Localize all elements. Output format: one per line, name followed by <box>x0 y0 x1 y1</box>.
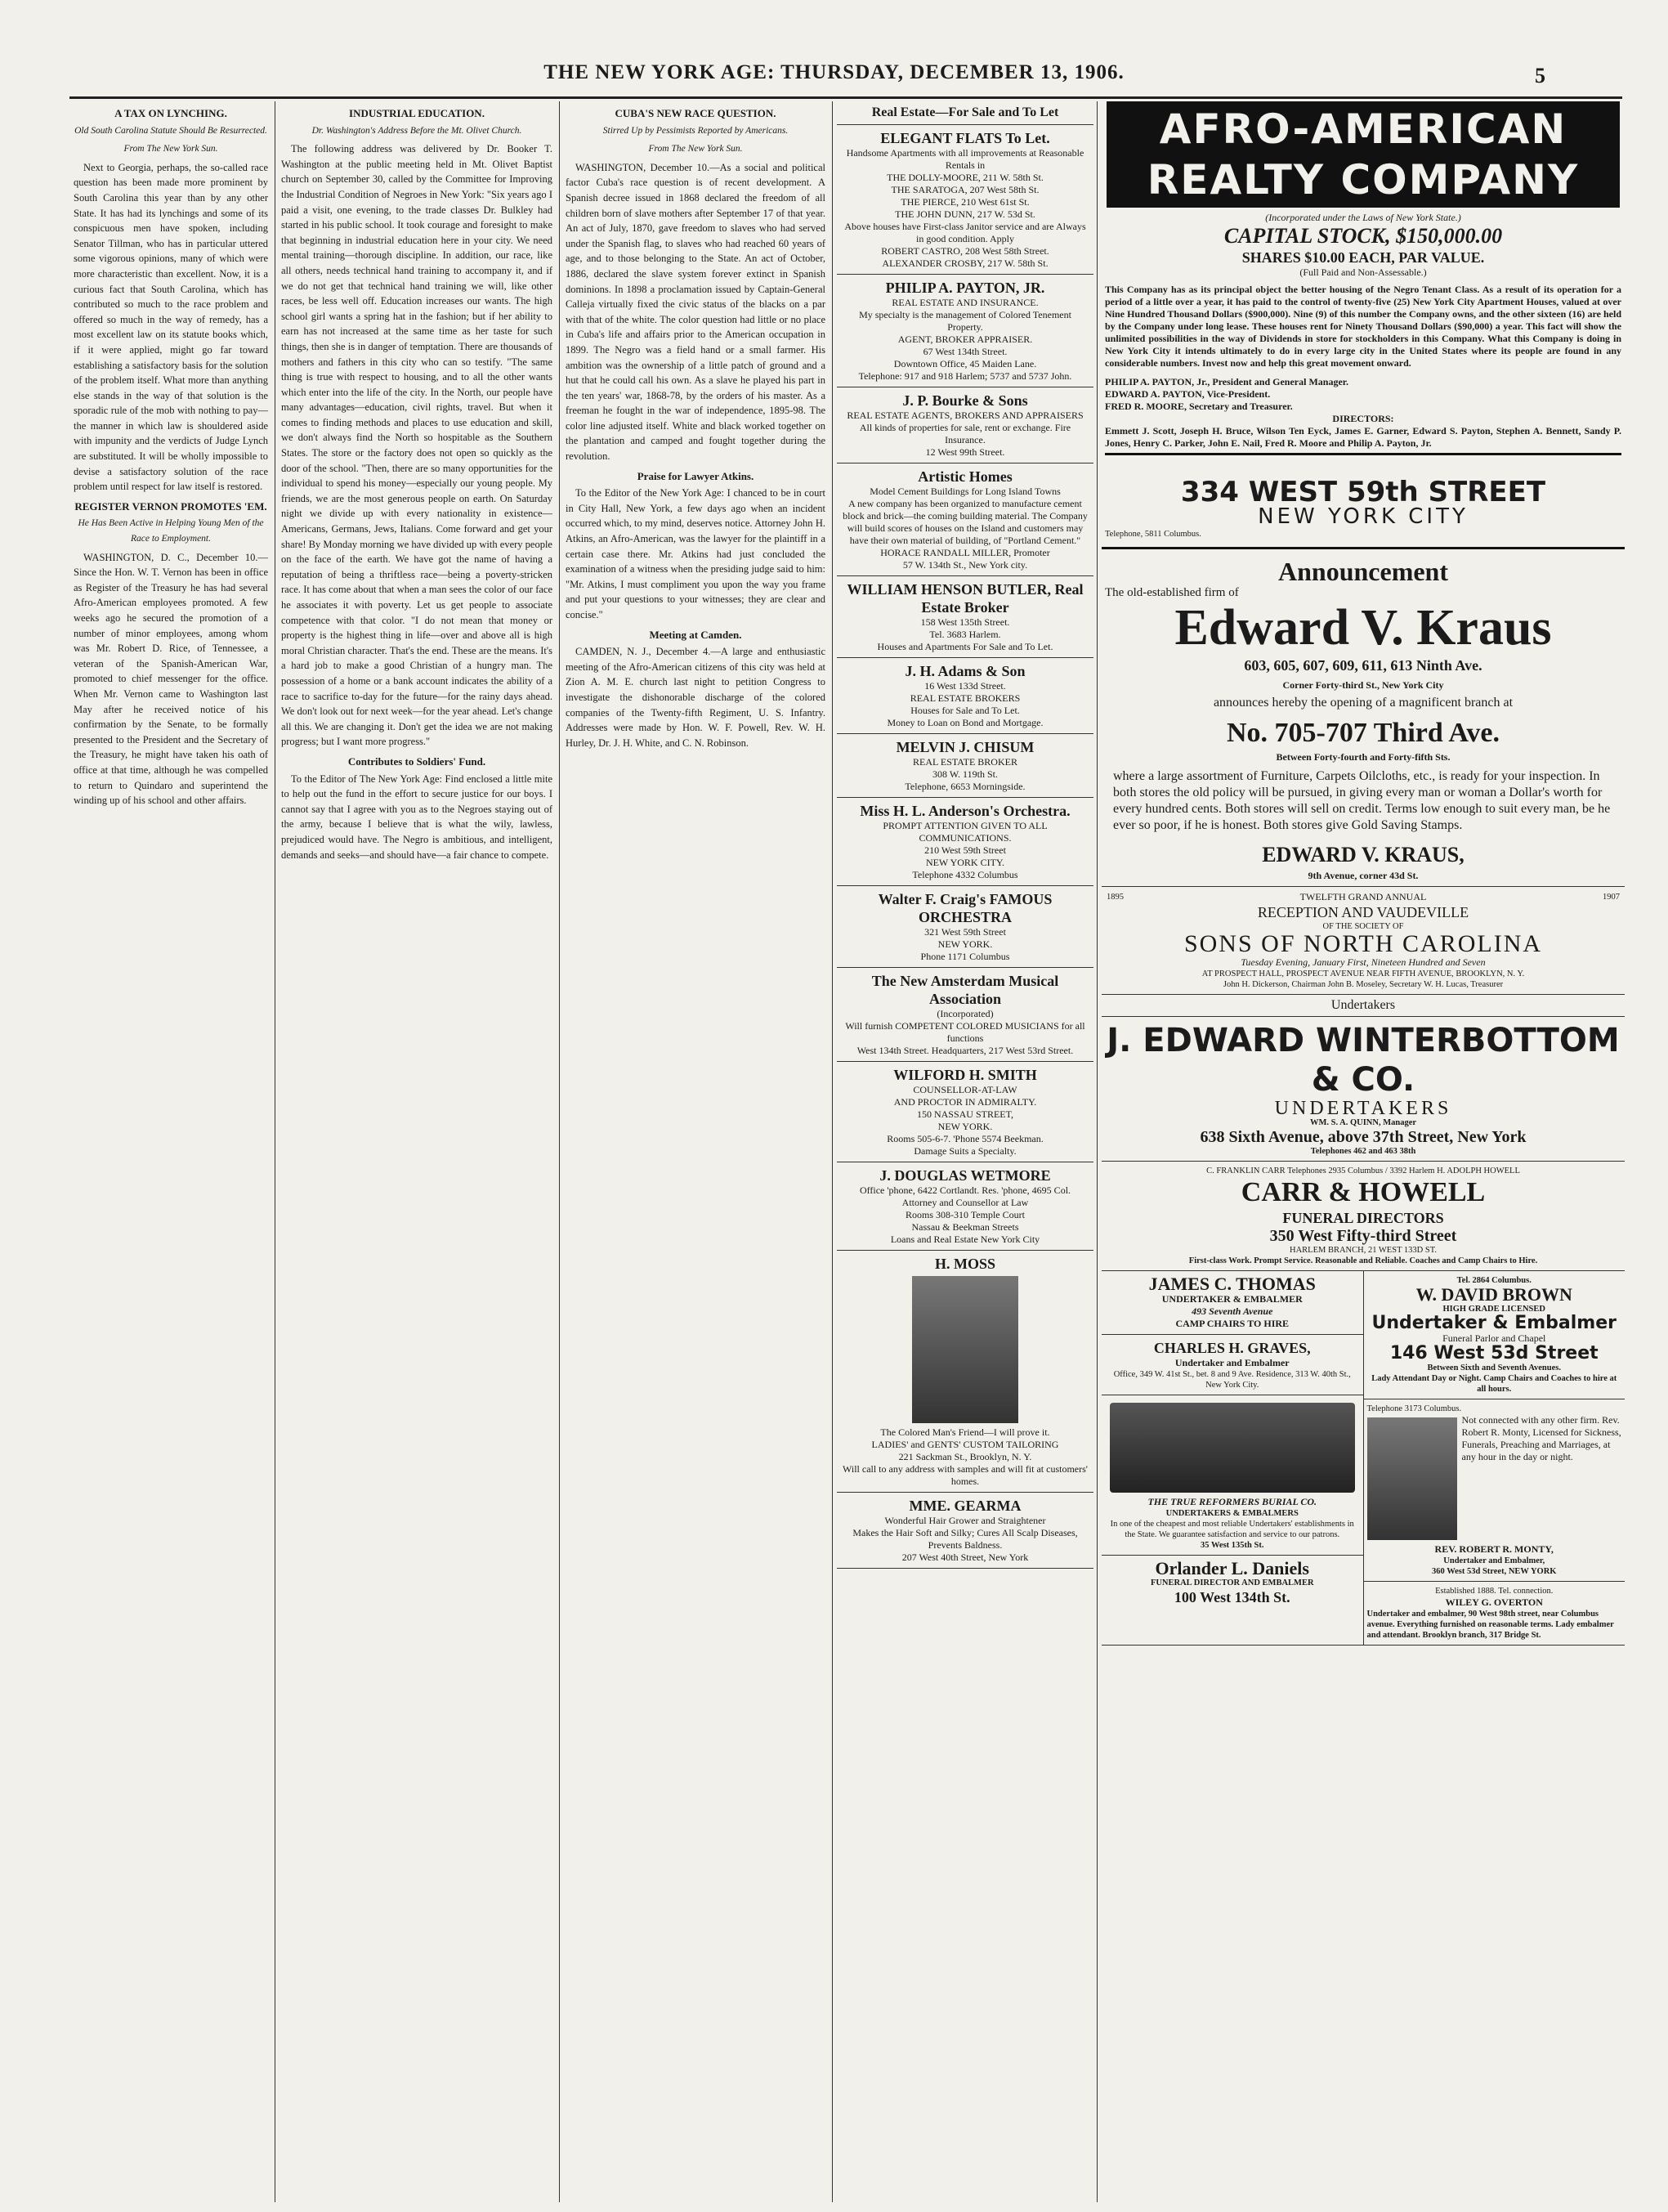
article-source: From The New York Sun. <box>648 144 743 154</box>
article-body: CAMDEN, N. J., December 4.—A large and enthusiastic meeting of the Afro-American citizens of this city was held at Zion A. M. E. church last night to petition Congress to investigate the dishonorable discharge of the colored companies of the Twenty-fifth Regiment, U. S. Infantry. Addresses were made by Hon. W. F. Powell, Rev. W. H. Hurley, Dr. J. H. White, and C. N. Robinson. <box>566 646 825 749</box>
thomas-ad <box>1102 1271 1363 1335</box>
classified-ad-line: Houses and Apartments For Sale and To Let. <box>877 641 1053 652</box>
classified-ad-line: Houses for Sale and To Let. <box>910 705 1020 716</box>
classified-ad-line: LADIES' and GENTS' CUSTOM TAILORING <box>871 1439 1059 1450</box>
carr-funeral: FUNERAL DIRECTORS <box>1282 1210 1444 1226</box>
classified-ad-line: 207 West 40th Street, New York <box>901 1552 1029 1563</box>
classified-ad <box>837 886 1093 968</box>
classified-ad-line: Damage Suits a Specialty. <box>914 1145 1017 1157</box>
overton-body: Undertaker and embalmer, 90 West 98th street, near Columbus avenue. Everything furnished on reasonable terms. Lady embalmer and attendant. Brooklyn branch, 317 Bridge St. <box>1366 1610 1614 1640</box>
thomas-body: CAMP CHAIRS TO HIRE <box>1175 1318 1290 1329</box>
reformers-sub: UNDERTAKERS & EMBALMERS <box>1165 1509 1299 1518</box>
article-body: Next to Georgia, perhaps, the so-called race question has been made more prominent by South Carolina this year than by any other State. It has had its lynchings and some of its conspicuous men have spoken, including Senator Tillman, who has in particular uttered some vigorous opinions, many of which were more characteristic than excellent. Now, it is a curious fact that South Carolina, which has contributed so much to the race problem and offered so much in the way of remedy, has a most excellent law on its statute books which, if it were applied, might go far toward establishing a satisfactory basis for the solution of the problem itself. What more than anything else stands in the way of that solution is the sporadic rule of the mob with nothing to pay—the manner in which law is shouldered aside with impunity and the verdicts of Judge Lynch are substituted. It will be wholly impossible to devise a satisfactory solution of the race problem until respect for law itself is restored. <box>74 161 268 493</box>
classified-ad-line: 57 W. 134th St., New York city. <box>902 559 1028 571</box>
article-body: The following address was delivered by Dr. Booker T. Washington at the public meeting held in Mt. Olivet Baptist church on September 30, called by the Committee for Improving the Industrial Condition of Negroes in New York: "Six years ago I paid a visit, one evening, to the trade classes Dr. Bulkley had started in his public school. It took courage and foresight to make that beginning in industrial education here in your city. We need mental training—thorough discipline. In addition, our race, like all others, needs technical hand training to accompany it, and if we do not get that technical hand training we will, like other races, be less well off. Education increases our wants. The high school girl wants a spring hat in the fashion; but if her ability to earn has not increased at the same time as her taste for such things, then she is in danger of temptation. There are thousands of mothers and fathers in this city who can so testify. "The same thing is true with respect to housing, and to all the other wants which enter into the life of the city. In the North, our people have many advantages—education, civil rights, travel. But when it comes to finding methods and places to use education and skill, we don't always find the North so hospitable as the Southern States. The store or the factory does not open so quickly as the door of the school. "Then, there are so many opportunities for the individual to spend his money—especially our young people. My friends, we are the most generous people on earth. On Saturday night we divide up with every nationality in existence—Americans, Germans, Jews, Italians. Come forward and get your share! By Monday morning we have divided up with every people on the face of the earth. We have got the name of having a reputation of being a thriftless race—being a poverty-stricken race. It has come about that when a man sees the color of our face he associates it with poverty. Let us get people to associate competence with that color. "I do not mean that money or property is the highest thing in life—over and above all is high moral Christian character. That's the end. These are the means. It's a hard job to make a good Christian of a hungry man. The possession of a home or a bank account indicates the ability of a race to sacrifice to-day for the future—for the rainy days ahead. We don't look out for next week—for the year ahead. Let's change all this. We are changing it. Don't get the idea we are not making progress; but I want more progress." <box>281 143 552 748</box>
article-body: To the Editor of the New York Age: I chanced to be in court in City Hall, New York, a few days ago when an incident occurred which, to my mind, deserves notice. Attorney John H. Atkins, an Afro-American, was the lawyer for the plaintiff in a certain case there. Mr. Atkins had just concluded the examination of a witness when the presiding judge said to him: "Mr. Atkins, I must compliment you upon the way you frame and put your questions to your witnesses; they are clear and concise." <box>566 487 825 620</box>
winterbottom-ad <box>1102 1017 1625 1162</box>
realty-directors: Emmett J. Scott, Joseph H. Bruce, Wilson Ten Eyck, James E. Garner, Edward S. Payton, Stephen A. Bennett, Sandy P. Jones, Henry C. Parker, John E. Nail, Fred R. Moore and Philip A. Payton, Jr. <box>1105 425 1621 449</box>
classified-ad-title: PHILIP A. PAYTON, JR. <box>885 280 1045 296</box>
thomas-name: JAMES C. THOMAS <box>1148 1274 1316 1294</box>
undertakers-right <box>1364 1271 1626 1645</box>
classified-ad-title: Miss H. L. Anderson's Orchestra. <box>860 803 1071 819</box>
classified-ad-title: WILFORD H. SMITH <box>893 1067 1037 1083</box>
classified-ad-line: (Incorporated) <box>937 1008 994 1019</box>
reformers-body: In one of the cheapest and most reliable Undertakers' establishments in the State. We guarantee satisfaction and service to our patrons. <box>1110 1520 1354 1539</box>
classified-ad-line: ROBERT CASTRO, 208 West 58th Street. <box>881 245 1049 257</box>
kraus-branch: No. 705-707 Third Ave. <box>1226 718 1500 748</box>
article-subhead: Old South Carolina Statute Should Be Resurrected. <box>74 125 267 136</box>
classified-ad-line: 12 West 99th Street. <box>925 446 1005 458</box>
carr-top: C. FRANKLIN CARR Telephones 2935 Columbus / 3392 Harlem H. ADOLPH HOWELL <box>1206 1166 1520 1175</box>
daniels-sub: FUNERAL DIRECTOR AND EMBALMER <box>1150 1578 1314 1587</box>
classified-ad-title: H. MOSS <box>934 1256 995 1272</box>
kraus-announcement: Announcement <box>1277 557 1448 586</box>
kraus-sign: EDWARD V. KRAUS, <box>1262 843 1465 866</box>
article-body: WASHINGTON, December 10.—As a social and political factor Cuba's race question is of recent development. A Spanish decree issued in 1868 declared the freedom of all children born of slave mothers after September 17 of that year. An act of July, 1870, gave freedom to slaves who had served under the Spanish flag, to slaves who had reached 60 years of age, and to those belonging to the State. An act of October, 1886, declared the slave system forever extinct in Spanish dominions. In 1898 a proclamation issued by Captain-General Calleja virtually fixed the civic status of the blacks on a par with that of the white. The color question had little or no place in Cuba's life and affairs prior to the American occupation in 1899. The Negro was a field hand or a small farmer. His ambition was the ownership of a little patch of ground and a hut that he could call his own. As a slave he played his part in the ten years' war, 1868-78, by the orders of his master. As a freeman he fought in the war of independence, 1895-98. The color line adjusted itself. White and black worked together on the plantation and camped and fought together during the revolution. <box>566 161 825 463</box>
classified-ad-line: PROMPT ATTENTION GIVEN TO ALL COMMUNICATIONS. <box>883 820 1048 844</box>
realty-officer: FRED R. MOORE, Secretary and Treasurer. <box>1105 401 1293 412</box>
reception-title: TWELFTH GRAND ANNUAL <box>1299 891 1427 902</box>
kraus-address: 603, 605, 607, 609, 611, 613 Ninth Ave. <box>1244 657 1482 674</box>
realty-paid: (Full Paid and Non-Assessable.) <box>1299 266 1427 278</box>
monty-body: Not connected with any other firm. Rev. Robert R. Monty, Licensed for Sickness, Funerals, Preaching and Marriages, at any hour in the day or night. <box>1461 1414 1621 1462</box>
kraus-body: where a large assortment of Furniture, Carpets Oilcloths, etc., is ready for your inspection. In both stores the old policy will be pursued, in giving every man or woman a Dollar's worth for every hundred cents. Both stores will sell on credit. Terms low enough to suit every man, be he ever so poor, if he is honest. Both stores give Gold Saving Stamps. <box>1113 769 1611 832</box>
classified-ad-line: THE DOLLY-MOORE, 211 W. 58th St. <box>887 172 1044 183</box>
monty-telephone: Telephone 3173 Columbus. <box>1366 1404 1462 1413</box>
realty-officer: EDWARD A. PAYTON, Vice-President. <box>1105 388 1271 400</box>
article-body: WASHINGTON, D. C., December 10.—Since the Hon. W. T. Vernon has been in office as Register of the Treasury he has had several Afro-American employees promoted. A few weeks ago he secured the promotion of a number of minor employees, among whom was Mr. Robert D. Rice, of Tennessee, a veteran of the Spanish-American War, promoted to chief messenger for the office. When Mr. Vernon came to Washington last May after he received notice of his confirmation by the Senate, to be formally presented to the President and the Secretary of the Treasury, he might have taken his oath of office at that time, although he was compelled to return to Quindaro and superintend the winding up of his school and other affairs. <box>74 551 268 807</box>
realty-directors-label: DIRECTORS: <box>1332 413 1394 424</box>
kraus-sign-address: 9th Avenue, corner 43d St. <box>1308 870 1419 881</box>
classified-ad-line: ALEXANDER CROSBY, 217 W. 58th St. <box>882 257 1049 269</box>
brown-between: Between Sixth and Seventh Avenues. <box>1427 1363 1561 1372</box>
reception-place: AT PROSPECT HALL, PROSPECT AVENUE NEAR FIFTH AVENUE, BROOKLYN, N. Y. <box>1201 969 1525 978</box>
brown-body: Lady Attendant Day or Night. Camp Chairs and Coaches to hire at all hours. <box>1371 1374 1617 1394</box>
article-subhead: He Has Been Active in Helping Young Men of the Race to Employment. <box>78 518 264 544</box>
reception-year-start: 1895 <box>1107 893 1124 902</box>
monty-ad <box>1364 1399 1626 1582</box>
kraus-announces: announces hereby the opening of a magnificent branch at <box>1213 696 1514 710</box>
realty-ad <box>1102 208 1625 544</box>
thomas-sub: UNDERTAKER & EMBALMER <box>1161 1293 1303 1305</box>
classified-ad-line: THE JOHN DUNN, 217 W. 53d St. <box>895 208 1035 220</box>
article-heading: REGISTER VERNON PROMOTES 'EM. <box>74 499 267 513</box>
carr-name: CARR & HOWELL <box>1241 1177 1486 1207</box>
ads-header: Real Estate—For Sale and To Let <box>837 101 1093 125</box>
brown-title: Undertaker & Embalmer <box>1371 1313 1617 1333</box>
classified-ad <box>837 1062 1093 1162</box>
masthead-rule <box>69 96 1622 99</box>
classified-ad <box>837 387 1093 463</box>
classified-ad <box>837 125 1093 275</box>
reformers-name: THE TRUE REFORMERS BURIAL CO. <box>1147 1496 1317 1507</box>
page-number: 5 <box>1535 64 1545 87</box>
classified-ad-title: J. DOUGLAS WETMORE <box>879 1167 1051 1184</box>
overton-established: Established 1888. Tel. connection. <box>1435 1587 1554 1596</box>
reception-officers: John H. Dickerson, Chairman John B. Moseley, Secretary W. H. Lucas, Treasurer <box>1223 980 1504 989</box>
article-heading: Praise for Lawyer Atkins. <box>637 469 754 482</box>
monty-address: 360 West 53d Street, NEW YORK <box>1432 1567 1557 1576</box>
classified-ad-title: The New Amsterdam Musical Association <box>871 973 1059 1007</box>
classified-ad-line: Above houses have First-class Janitor service and are Always in good condition. Apply <box>844 221 1086 244</box>
classified-ad-line: AND PROCTOR IN ADMIRALTY. <box>893 1096 1037 1108</box>
classified-ad-title: J. P. Bourke & Sons <box>902 392 1028 409</box>
classified-ad-line: Rooms 308-310 Temple Court <box>906 1209 1025 1220</box>
ads-list <box>837 125 1093 1569</box>
column-4-ads <box>837 101 1093 2202</box>
realty-shares: SHARES $10.00 EACH, PAR VALUE. <box>1241 249 1485 266</box>
classified-ad-line: 67 West 134th Street. <box>923 346 1008 357</box>
classified-ad-line: Wonderful Hair Grower and Straightener <box>884 1515 1046 1526</box>
classified-ad-line: Model Cement Buildings for Long Island Towns <box>870 486 1061 497</box>
brown-name: W. DAVID BROWN <box>1415 1284 1572 1305</box>
classified-ad-title: J. H. Adams & Son <box>905 663 1026 679</box>
classified-ad-line: Attorney and Counsellor at Law <box>901 1197 1029 1208</box>
classified-ad-line: 158 West 135th Street. <box>920 616 1010 628</box>
article-body: To the Editor of The New York Age: Find enclosed a little mite to help out the fund in the effort to secure justice for our boys. I cannot say that I agree with you as to the Negroes staying out of the army, because I believe that is what the wily, lawless, prejudiced would have. The Negro is ambitious, and intelligent, demands and seeks—and should have—a fair chance to compete. <box>281 772 552 861</box>
column-divider <box>559 101 560 2202</box>
column-right <box>1102 101 1625 2202</box>
overton-ad <box>1364 1582 1626 1645</box>
kraus-firm-name: Edward V. Kraus <box>1174 600 1552 656</box>
portrait-photo <box>1367 1417 1457 1540</box>
hearse-illustration <box>1110 1403 1355 1493</box>
article-heading: Meeting at Camden. <box>649 628 742 641</box>
carr-howell-ad <box>1102 1162 1625 1271</box>
classified-ad <box>837 658 1093 734</box>
classified-ad-line: West 134th Street. Headquarters, 217 West 53rd Street. <box>856 1045 1074 1056</box>
article-subhead: Stirred Up by Pessimists Reported by Americans. <box>602 125 789 136</box>
classified-ad-title: Walter F. Craig's FAMOUS ORCHESTRA <box>878 891 1053 925</box>
column-1 <box>74 101 268 2202</box>
classified-ad-line: Will call to any address with samples and will fit at customers' homes. <box>843 1463 1088 1487</box>
classified-ad-line: HORACE RANDALL MILLER, Promoter <box>880 547 1050 558</box>
classified-ad-line: Telephone 4332 Columbus <box>912 869 1018 880</box>
classified-ad-line: REAL ESTATE BROKERS <box>910 692 1021 704</box>
classified-ad-title: ELEGANT FLATS To Let. <box>880 130 1050 146</box>
classified-ad <box>837 463 1093 576</box>
kraus-corner: Corner Forty-third St., New York City <box>1282 679 1444 691</box>
carr-address: 350 West Fifty-third Street <box>1269 1227 1457 1245</box>
classified-ad-line: REAL ESTATE BROKER <box>913 756 1017 768</box>
realty-address: 334 WEST 59th STREET <box>1180 476 1546 508</box>
classified-ad-line: 150 NASSAU STREET, <box>916 1108 1014 1120</box>
brown-telephone: Tel. 2864 Columbus. <box>1456 1276 1532 1285</box>
classified-ad <box>837 576 1093 658</box>
classified-ad <box>837 1493 1093 1569</box>
graves-sub: Undertaker and Embalmer <box>1174 1357 1290 1368</box>
realty-city: NEW YORK CITY <box>1258 504 1469 529</box>
monty-name: REV. ROBERT R. MONTY, <box>1434 1543 1554 1555</box>
daniels-ad <box>1102 1556 1363 1610</box>
classified-ad-line: 210 West 59th Street <box>924 844 1006 856</box>
brown-ad <box>1364 1271 1626 1399</box>
classified-ad-line: NEW YORK CITY. <box>925 857 1005 868</box>
carr-branch: HARLEM BRANCH, 21 WEST 133D ST. <box>1290 1246 1437 1255</box>
classified-ad-line: Office 'phone, 6422 Cortlandt. Res. 'phone, 4695 Col. <box>859 1184 1071 1196</box>
reception-society: SONS OF NORTH CAROLINA <box>1183 930 1543 957</box>
column-3 <box>566 101 825 2202</box>
brown-sub2: Funeral Parlor and Chapel <box>1442 1332 1546 1344</box>
classified-ad <box>837 734 1093 798</box>
classified-ad-title: MME. GEARMA <box>909 1498 1022 1514</box>
article-heading: Contributes to Soldiers' Fund. <box>347 754 486 768</box>
classified-ad <box>837 798 1093 886</box>
classified-ad-line: My specialty is the management of Colored Tenement Property. <box>859 309 1071 333</box>
realty-body: This Company has as its principal object the better housing of the Negro Tenant Class. As a result of its operation for a period of a little over a year, it has paid to the control of twenty-five (25) New York City Apartment Houses, valued at over Nine Hundred Thousand Dollars ($900,000). Nine (9) of this number the Company owns, and the other sixteen (16) are held by the Company under long lease. These houses rent for Ninety Thousand Dollars ($90,000) a year. This fact will show the unlimited possibilities in the way of Dividends in store for stockholders in this Company. What this Company is doing in New York City it intends ultimately to do in every large city in the United States where its people are found in any considerable numbers. Invest now and help this great movement onward. <box>1105 284 1621 369</box>
classified-ad-line: Tel. 3683 Harlem. <box>929 629 1001 640</box>
graves-body: Office, 349 W. 41st St., bet. 8 and 9 Ave. Residence, 313 W. 40th St., New York City. <box>1113 1370 1351 1390</box>
classified-ad-line: REAL ESTATE AGENTS, BROKERS AND APPRAISERS <box>847 410 1084 421</box>
winterbottom-sub: UNDERTAKERS <box>1274 1098 1452 1119</box>
classified-ad-line: Telephone, 6653 Morningside. <box>905 781 1026 792</box>
kraus-branch-between: Between Forty-fourth and Forty-fifth Sts. <box>1276 751 1451 763</box>
thomas-address: 493 Seventh Avenue <box>1192 1305 1273 1317</box>
column-divider <box>832 101 833 2202</box>
realty-incorporated: (Incorporated under the Laws of New York State.) <box>1265 212 1461 223</box>
masthead-title: THE NEW YORK AGE: THURSDAY, DECEMBER 13, 1906. <box>543 61 1125 83</box>
carr-body: First-class Work. Prompt Service. Reasonable and Reliable. Coaches and Camp Chairs to Hire. <box>1188 1256 1538 1265</box>
article-subhead: Dr. Washington's Address Before the Mt. Olivet Church. <box>311 125 522 136</box>
undertakers-label: Undertakers <box>1102 995 1625 1017</box>
realty-capital: CAPITAL STOCK, $150,000.00 <box>1223 224 1503 248</box>
classified-ad-line: THE SARATOGA, 207 West 58th St. <box>891 184 1040 195</box>
reformers-ad <box>1102 1395 1363 1556</box>
column-divider <box>1097 101 1098 2202</box>
classified-ad-title: WILLIAM HENSON BUTLER, Real Estate Broker <box>847 581 1084 616</box>
classified-ad-line: 221 Sackman St., Brooklyn, N. Y. <box>898 1451 1032 1462</box>
undertakers-left <box>1102 1271 1364 1645</box>
article-source: From The New York Sun. <box>123 144 218 154</box>
overton-name: WILEY G. OVERTON <box>1445 1596 1543 1608</box>
classified-ad-line: A new company has been organized to manufacture cement block and brick—the coming building material. The Company will build scores of houses on the Island and customers may have their own material of building, of "Portland Cement." <box>843 498 1088 546</box>
classified-ad-line: Makes the Hair Soft and Silky; Cures All Scalp Diseases, Prevents Baldness. <box>852 1527 1078 1551</box>
article-heading: A TAX ON LYNCHING. <box>114 107 227 119</box>
classified-ad-line: Money to Loan on Bond and Mortgage. <box>887 717 1044 728</box>
classified-ad-line: REAL ESTATE AND INSURANCE. <box>892 297 1039 308</box>
reception-heading: RECEPTION AND VAUDEVILLE <box>1257 904 1469 920</box>
classified-ad-line: 308 W. 119th St. <box>932 768 998 780</box>
column-2 <box>281 101 552 2202</box>
winterbottom-manager: WM. S. A. QUINN, Manager <box>1309 1118 1417 1127</box>
graves-ad <box>1102 1335 1363 1395</box>
realty-telephone: Telephone, 5811 Columbus. <box>1105 530 1201 539</box>
article-heading: CUBA'S NEW RACE QUESTION. <box>615 107 776 119</box>
brown-sub: HIGH GRADE LICENSED <box>1442 1305 1545 1314</box>
realty-banner: AFRO-AMERICAN REALTY COMPANY <box>1107 101 1620 208</box>
classified-ad <box>837 275 1093 387</box>
undertakers-grid <box>1102 1271 1625 1646</box>
winterbottom-address: 638 Sixth Avenue, above 37th Street, New York <box>1200 1128 1527 1146</box>
kraus-ad <box>1102 553 1625 887</box>
classified-ad-line: Loans and Real Estate New York City <box>890 1234 1040 1245</box>
reception-society-of: OF THE SOCIETY OF <box>1322 922 1404 931</box>
classified-ad-line: Nassau & Beekman Streets <box>911 1221 1019 1233</box>
article-heading: INDUSTRIAL EDUCATION. <box>349 107 485 119</box>
reception-ad <box>1102 887 1625 995</box>
classified-ad-line: Phone 1171 Columbus <box>920 951 1010 962</box>
classified-ad-line: 321 West 59th Street <box>924 926 1006 938</box>
monty-sub: Undertaker and Embalmer, <box>1443 1556 1545 1565</box>
classified-ad-line: Handsome Apartments with all improvements at Reasonable Rentals in <box>846 147 1084 171</box>
reception-year-end: 1907 <box>1603 893 1620 902</box>
classified-ad-line: AGENT, BROKER APPRAISER. <box>897 334 1033 345</box>
winterbottom-telephone: Telephones 462 and 463 38th <box>1310 1147 1416 1156</box>
classified-ad-title: MELVIN J. CHISUM <box>896 739 1035 755</box>
brown-address: 146 West 53d Street <box>1389 1343 1599 1363</box>
classified-ad-line: 16 West 133d Street. <box>924 680 1006 692</box>
daniels-address: 100 West 134th St. <box>1174 1589 1290 1605</box>
graves-name: CHARLES H. GRAVES, <box>1153 1340 1311 1356</box>
classified-ad-line: The Colored Man's Friend—I will prove it. <box>880 1426 1050 1438</box>
classified-ad-line: COUNSELLOR-AT-LAW <box>913 1084 1017 1095</box>
classified-ad-line: NEW YORK. <box>937 938 993 950</box>
classified-ad-line: Rooms 505-6-7. 'Phone 5574 Beekman. <box>887 1133 1044 1144</box>
classified-ad-line: All kinds of properties for sale, rent or exchange. Fire Insurance. <box>859 422 1071 446</box>
realty-officer: PHILIP A. PAYTON, Jr., President and General Manager. <box>1105 376 1349 387</box>
classified-ad-line: THE PIERCE, 210 West 61st St. <box>901 196 1030 208</box>
daniels-name: Orlander L. Daniels <box>1155 1558 1309 1578</box>
portrait-photo <box>912 1276 1018 1423</box>
classified-ad <box>837 968 1093 1062</box>
classified-ad-line: Downtown Office, 45 Maiden Lane. <box>893 358 1037 369</box>
classified-ad-line: NEW YORK. <box>937 1121 993 1132</box>
classified-ad-line: Will furnish COMPETENT COLORED MUSICIANS for all functions <box>845 1020 1085 1044</box>
classified-ad-line: Telephone: 917 and 918 Harlem; 5737 and 5737 John. <box>858 370 1072 382</box>
classified-ad-title: Artistic Homes <box>918 468 1013 485</box>
classified-ad <box>837 1162 1093 1251</box>
reception-date: Tuesday Evening, January First, Nineteen Hundred and Seven <box>1241 956 1486 968</box>
reformers-address: 35 West 135th St. <box>1201 1541 1264 1550</box>
kraus-intro: The old-established firm of <box>1105 586 1239 599</box>
classified-ad <box>837 1251 1093 1493</box>
winterbottom-name: J. EDWARD WINTERBOTTOM & CO. <box>1107 1022 1620 1099</box>
